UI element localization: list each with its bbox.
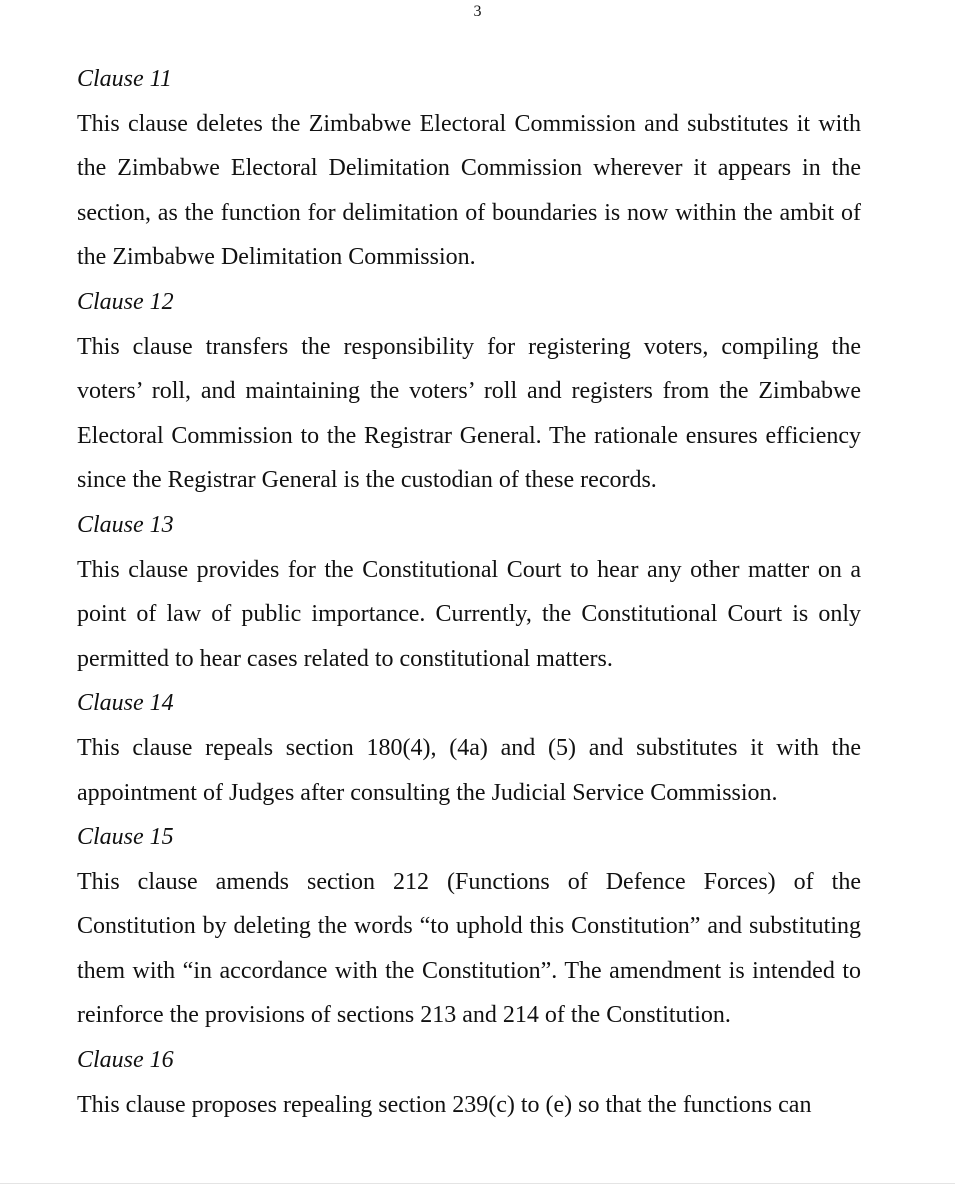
clause-16 bbox=[77, 1038, 861, 1127]
clause-11 bbox=[77, 57, 861, 280]
clause-heading: Clause 14 bbox=[77, 690, 174, 717]
clause-heading: Clause 12 bbox=[77, 288, 174, 315]
clause-15 bbox=[77, 815, 861, 1038]
clause-text: This clause provides for the Constitutional Court to hear any other matter on a point of law of public importance. Currently, the Constitutional Court is only permitted to hear cases related to constitutional matters. bbox=[77, 556, 861, 672]
clause-heading: Clause 11 bbox=[77, 66, 172, 92]
clause-14 bbox=[77, 681, 861, 815]
document-body bbox=[77, 57, 861, 1127]
clause-text: This clause repeals section 180(4), (4a) and (5) and substitutes it with the appointment of Judges after consulting the Judicial Service Commission. bbox=[77, 734, 861, 806]
clause-13 bbox=[77, 503, 861, 681]
clause-heading: Clause 13 bbox=[77, 511, 174, 538]
clause-heading: Clause 15 bbox=[77, 824, 174, 851]
clause-text: This clause amends section 212 (Functions of Defence Forces) of the Constitution by deleting the words “to uphold this Constitution” and substituting them with “in accordance with the Constitution”. The amendment is intended to reinforce the provisions of sections 213 and 214 of the Constitution. bbox=[77, 868, 861, 1029]
page-number: 3 bbox=[473, 3, 482, 20]
clause-text: This clause deletes the Zimbabwe Electoral Commission and substitutes it with the Zimbabwe Electoral Delimitation Commission wherever it appears in the section, as the function for delimitation of boundaries is now within the ambit of the Zimbabwe Delimitation Commission. bbox=[77, 110, 861, 271]
page-bottom-divider bbox=[0, 1183, 955, 1184]
clause-12 bbox=[77, 280, 861, 503]
clause-text: This clause transfers the responsibility for registering voters, compiling the voters’ roll, and maintaining the voters’ roll and registers from the Zimbabwe Electoral Commission to the Registrar General. The rationale ensures efficiency since the Registrar General is the custodian of these records. bbox=[77, 333, 861, 494]
clause-text: This clause proposes repealing section 239(c) to (e) so that the functions can bbox=[77, 1091, 812, 1118]
clause-heading: Clause 16 bbox=[77, 1047, 174, 1074]
